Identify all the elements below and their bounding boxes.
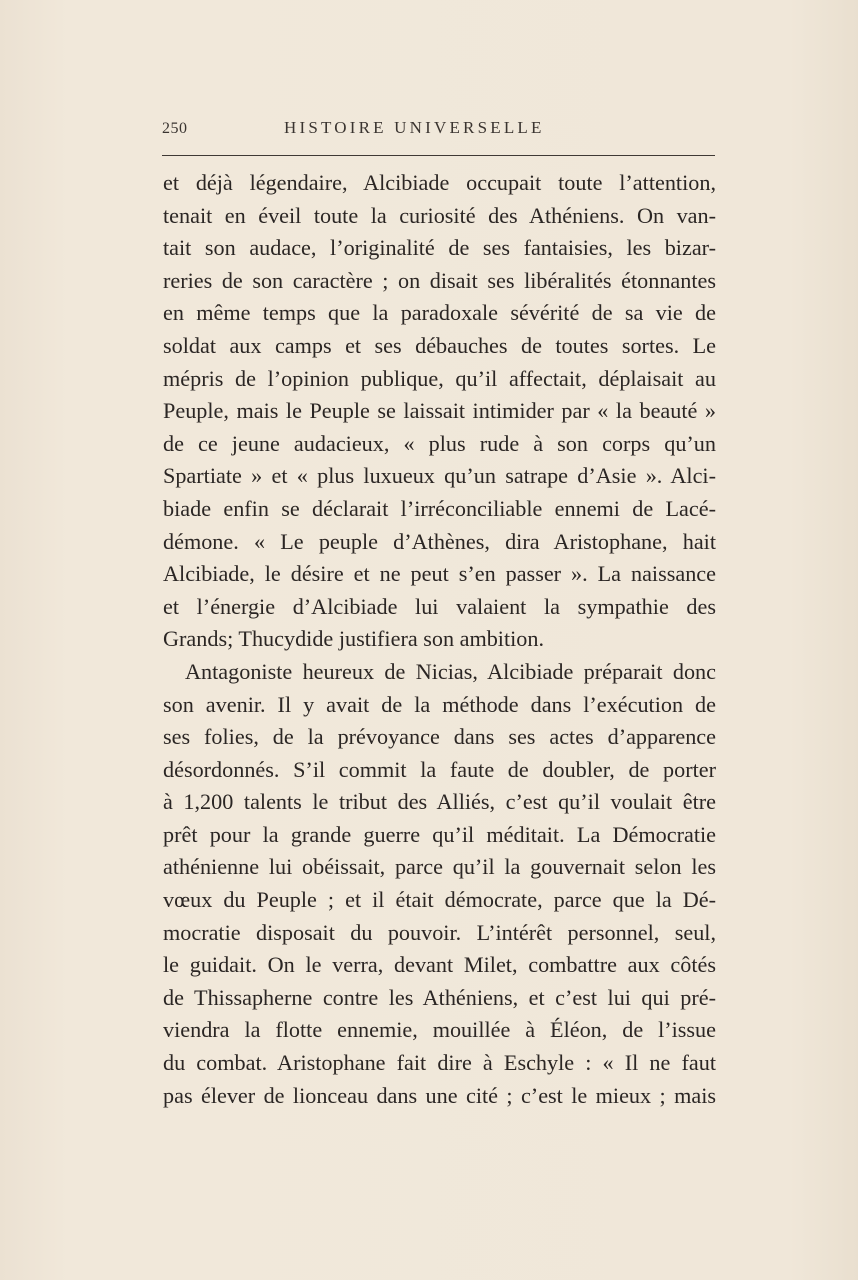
- text-line: vœux du Peuple ; et il était démocrate, parce que la Dé-: [163, 887, 716, 913]
- text-line: de Thissapherne contre les Athéniens, et c’est lui qui pré-: [163, 984, 716, 1010]
- text-line: mocratie disposait du pouvoir. L’intérêt personnel, seul,: [163, 919, 716, 945]
- text-line: et déjà légendaire, Alcibiade occupait toute l’attention,: [163, 170, 716, 195]
- text-line: reries de son caractère ; on disait ses libéralités étonnantes: [163, 267, 716, 293]
- text-line: soldat aux camps et ses débauches de toutes sortes. Le: [163, 332, 716, 358]
- text-line: viendra la flotte ennemie, mouillée à Éléon, de l’issue: [163, 1017, 716, 1043]
- text-line: mépris de l’opinion publique, qu’il affectait, déplaisait au: [163, 365, 716, 391]
- page-header: [162, 116, 715, 142]
- text-line: prêt pour la grande guerre qu’il méditait. La Démocratie: [163, 821, 716, 847]
- text-line: en même temps que la paradoxale sévérité de sa vie de: [163, 300, 716, 326]
- text-line: biade enfin se déclarait l’irréconciliable ennemi de Lacé-: [163, 495, 716, 521]
- paragraph-1: [163, 167, 716, 656]
- text-line: Spartiate » et « plus luxueux qu’un satrape d’Asie ». Alci-: [163, 463, 716, 489]
- paragraph-2: [163, 656, 716, 1112]
- text-line: démone. « Le peuple d’Athènes, dira Aristophane, hait: [163, 528, 716, 554]
- text-line: pas élever de lionceau dans une cité ; c’est le mieux ; mais: [163, 1082, 716, 1108]
- text-line: tait son audace, l’originalité de ses fantaisies, les bizar-: [163, 235, 716, 261]
- body-text: [163, 167, 716, 1112]
- page-number: 250: [162, 120, 188, 137]
- text-line: et l’énergie d’Alcibiade lui valaient la sympathie des: [163, 593, 716, 619]
- text-line: Peuple, mais le Peuple se laissait intimider par « la beauté »: [163, 398, 716, 424]
- text-line: du combat. Aristophane fait dire à Eschyle : « Il ne faut: [163, 1050, 716, 1076]
- text-line: athénienne lui obéissait, parce qu’il la gouvernait selon les: [163, 854, 716, 880]
- text-line: Alcibiade, le désire et ne peut s’en passer ». La naissance: [163, 561, 716, 587]
- running-title: HISTOIRE UNIVERSELLE: [284, 118, 545, 137]
- text-line: Grands; Thucydide justifiera son ambition.: [163, 626, 545, 652]
- text-line: à 1,200 talents le tribut des Alliés, c’est qu’il voulait être: [163, 789, 716, 815]
- text-line: tenait en éveil toute la curiosité des Athéniens. On van-: [163, 202, 716, 228]
- text-line: le guidait. On le verra, devant Milet, combattre aux côtés: [163, 952, 716, 978]
- text-line: son avenir. Il y avait de la méthode dans l’exécution de: [163, 691, 716, 717]
- text-line: de ce jeune audacieux, « plus rude à son corps qu’un: [163, 430, 716, 456]
- text-line: Antagoniste heureux de Nicias, Alcibiade préparait donc: [185, 658, 716, 684]
- text-line: désordonnés. S’il commit la faute de doubler, de porter: [163, 756, 716, 782]
- text-line: ses folies, de la prévoyance dans ses actes d’apparence: [163, 724, 716, 750]
- header-rule: [162, 155, 715, 156]
